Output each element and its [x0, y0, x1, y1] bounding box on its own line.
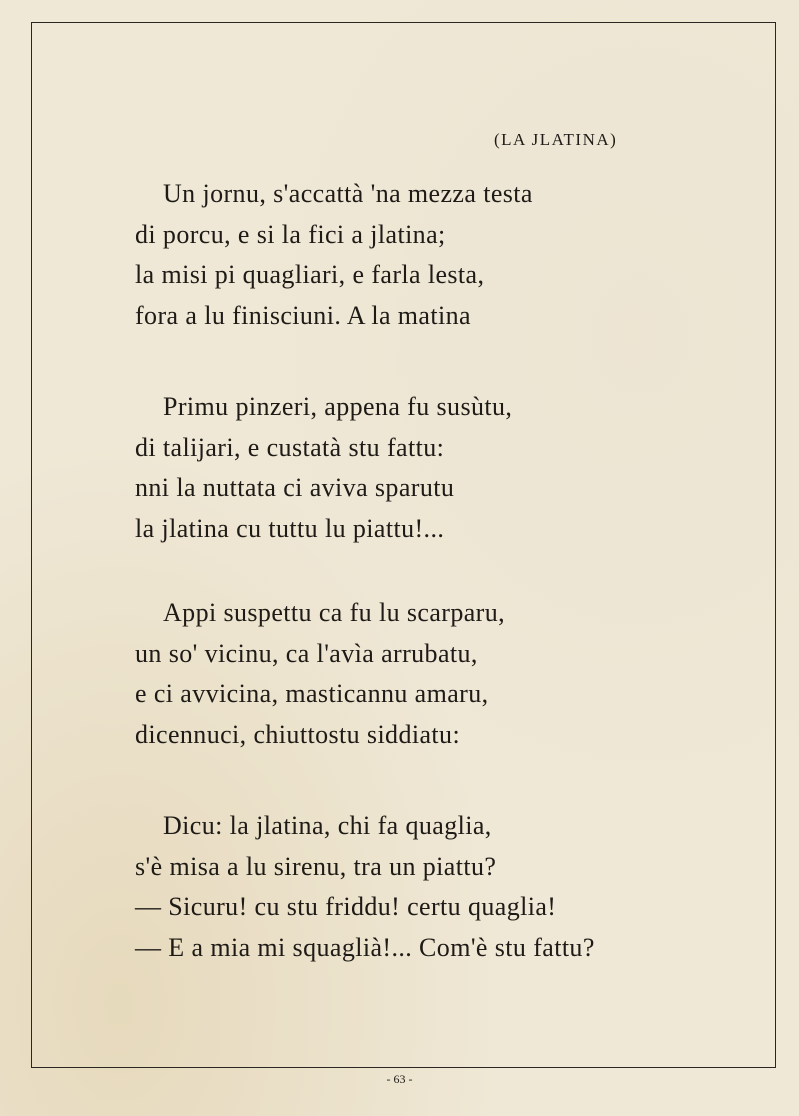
- verse-line: nni la nuttata ci aviva sparutu: [135, 473, 455, 502]
- verse-line: — E a mia mi squaglià!... Com'è stu fattu?: [135, 932, 595, 962]
- stanza-4: [135, 806, 595, 968]
- stanza-2: [135, 387, 512, 549]
- verse-line: di talijari, e custatà stu fattu:: [135, 432, 445, 462]
- verse-line: di porcu, e si la fici a jlatina;: [135, 219, 446, 249]
- verse-line: s'è misa a lu sirenu, tra un piattu?: [135, 851, 497, 881]
- stanza-3: [135, 593, 505, 755]
- verse-line: la jlatina cu tuttu lu piattu!...: [135, 513, 445, 543]
- poem-title: (LA JLATINA): [494, 130, 618, 149]
- stanza-1: [135, 174, 533, 336]
- verse-line: e ci avvicina, masticannu amaru,: [135, 679, 489, 708]
- verse-line: fora a lu finisciuni. A la matina: [135, 300, 471, 330]
- verse-line: — Sicuru! cu stu friddu! certu quaglia!: [135, 892, 557, 921]
- verse-line: Primu pinzeri, appena fu susùtu,: [163, 392, 513, 421]
- verse-line: un so' vicinu, ca l'avìa arrubatu,: [135, 638, 478, 668]
- page-number: - 63 -: [386, 1072, 413, 1086]
- verse-line: dicennuci, chiuttostu siddiatu:: [135, 719, 461, 749]
- verse-line: la misi pi quagliari, e farla lesta,: [135, 260, 485, 289]
- verse-line: Un jornu, s'accattà 'na mezza testa: [163, 179, 533, 208]
- verse-line: Dicu: la jlatina, chi fa quaglia,: [163, 811, 492, 840]
- verse-line: Appi suspettu ca fu lu scarparu,: [163, 598, 506, 627]
